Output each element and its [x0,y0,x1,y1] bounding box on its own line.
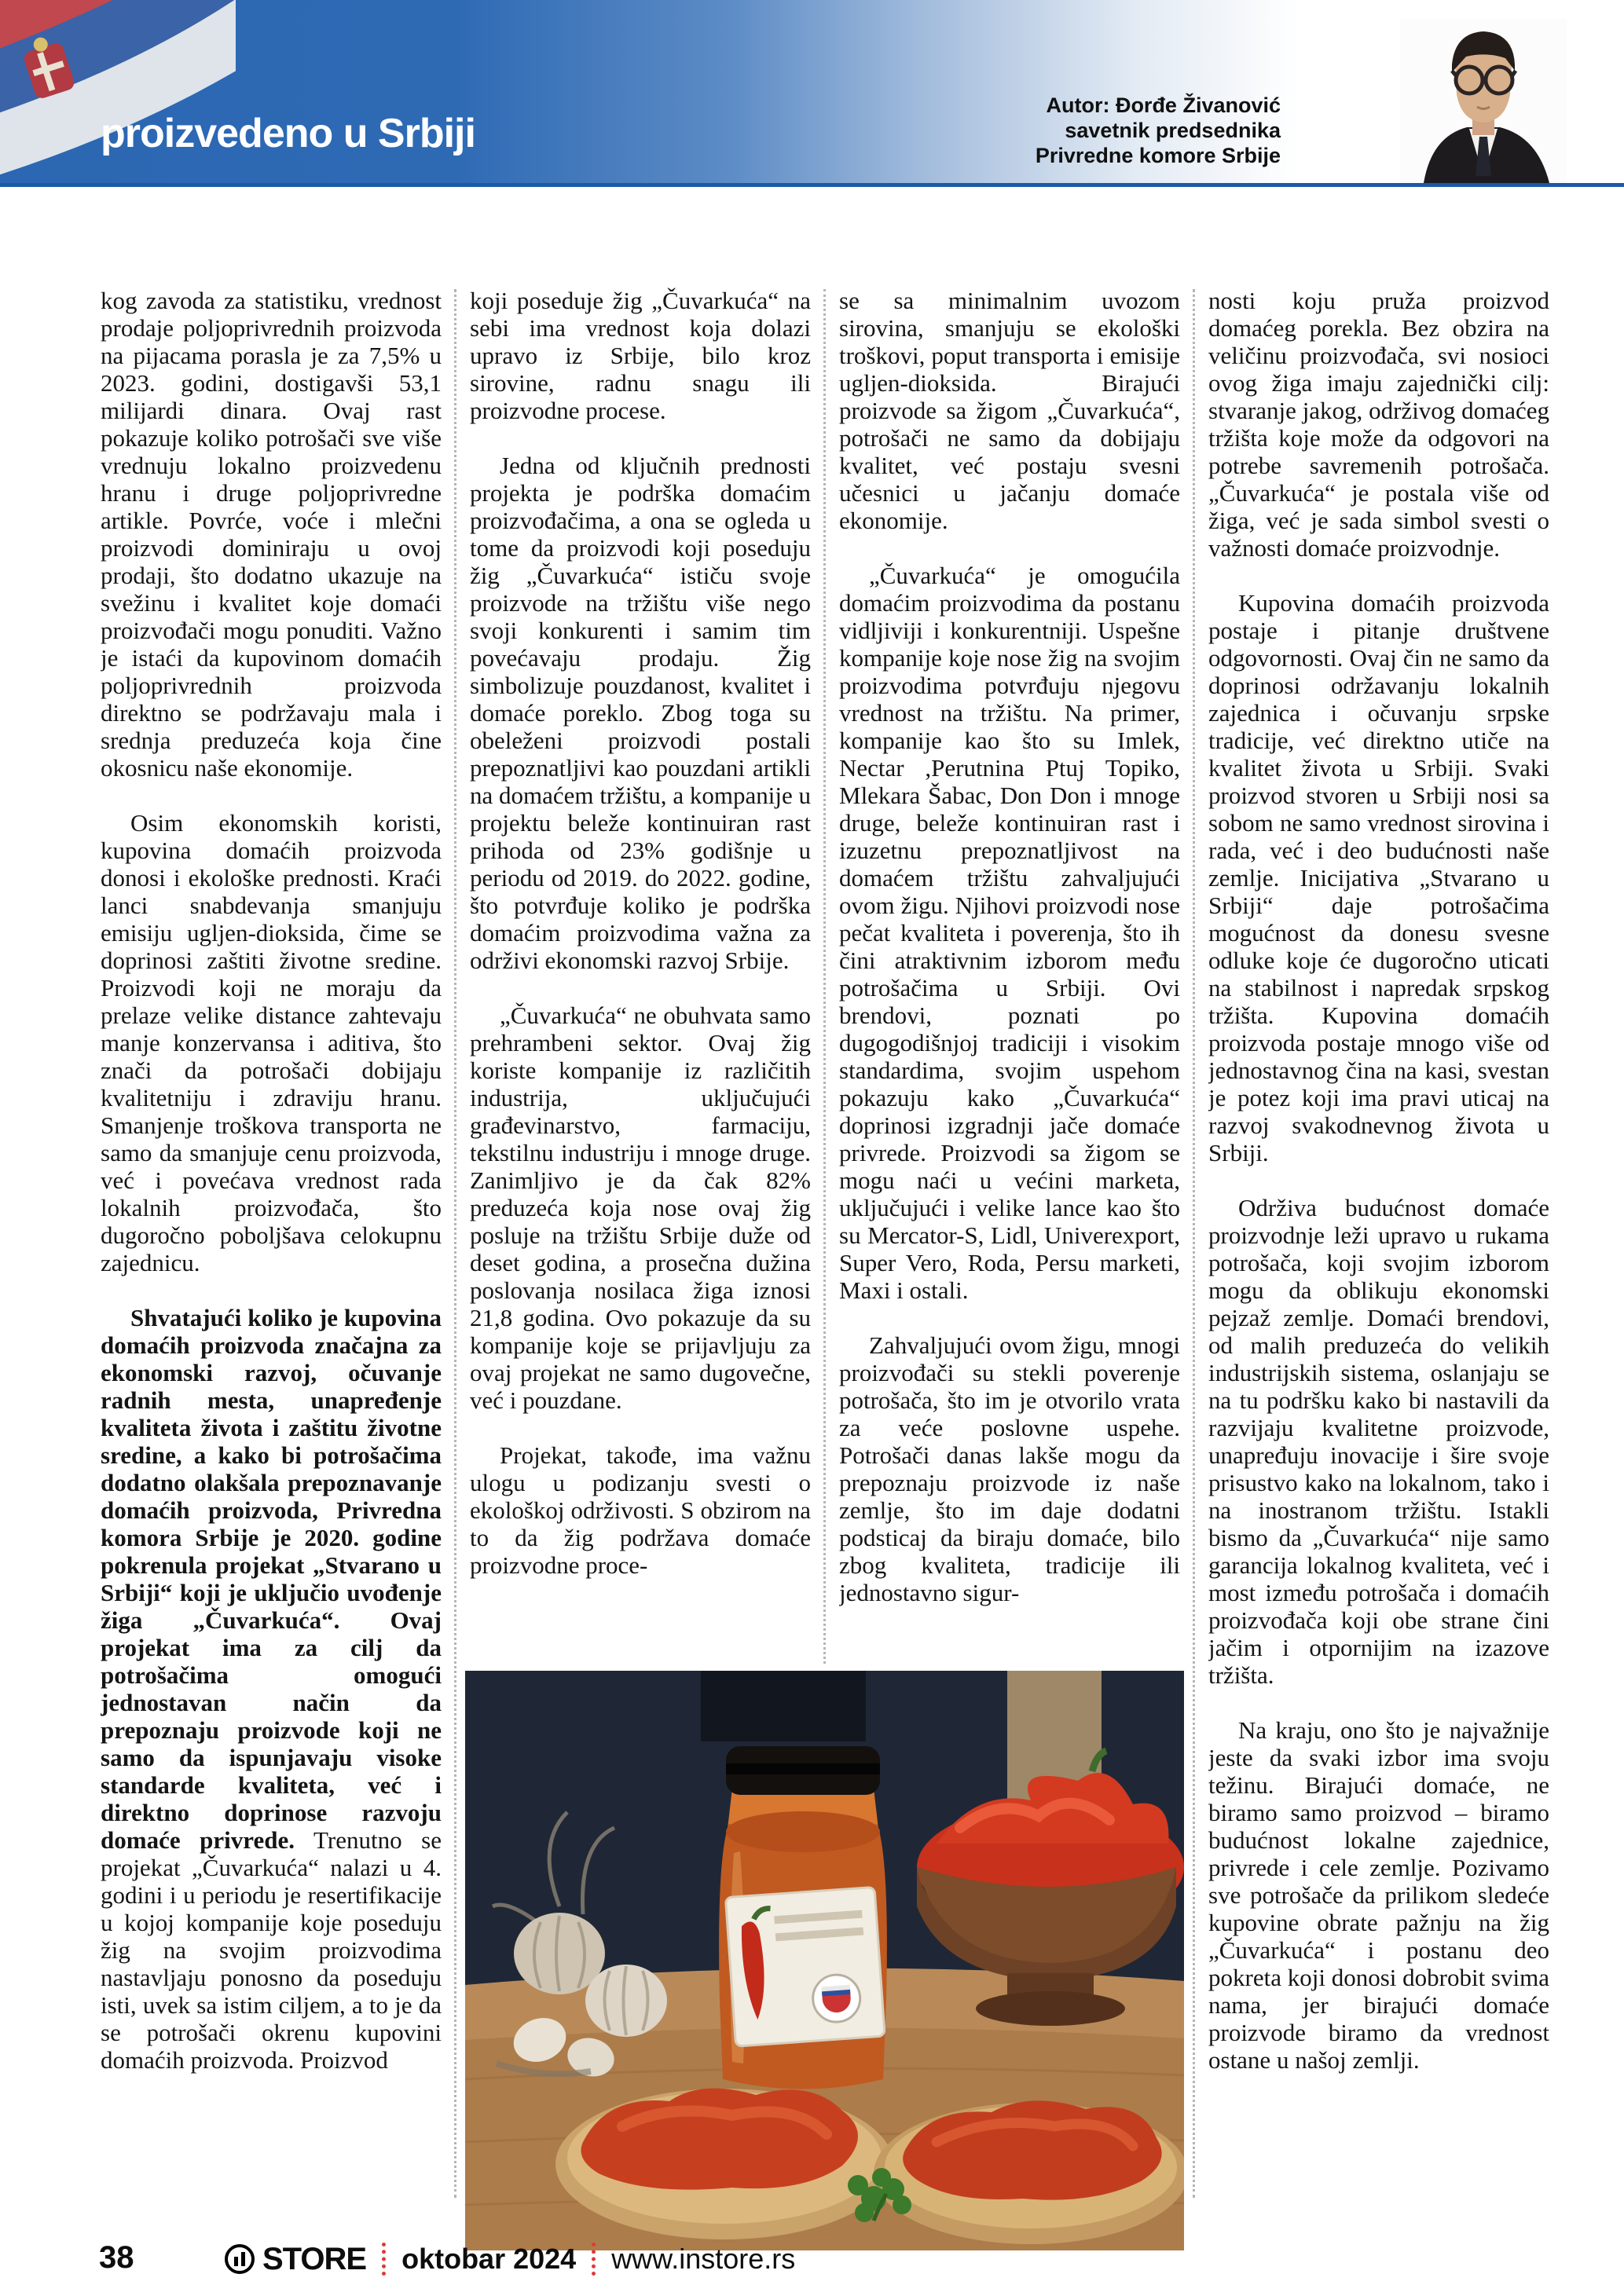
article-paragraph: Osim ekonomskih koristi, kupovina domaćih proizvoda donosi i ekološke prednosti. Kraći lanci snabdevanja smanjuju emisiju ugljen-dioksida, čime se doprinosi zaštiti životne sredine. Proizvodi koji ne moraju da prelaze velike distance zahtevaju manje konzervansa i aditiva, što znači da potrošači dobijaju kvalitetniju i zdraviju hranu. Smanjenje troškova transporta ne samo da smanjuje cenu proizvoda, već i povećava vrednost rada lokalnih proizvođača, što dugoročno poboljšava celokupnu zajednicu. [101,809,442,1276]
instore-logo [225,2242,366,2277]
article-paragraph: „Čuvarkuća“ ne obuhvata samo prehrambeni sektor. Ovaj žig koriste kompanije iz različitih industrija, uključujući građevinarstvo, farmaciju, tekstilnu industriju i mnoge druge. Zanimljivo je da čak 82% preduzeća koja nose ovaj žig posluje na tržištu Srbije duže od deset godina, a prosečna dužina poslovanja nosilaca žiga iznosi 21,8 godina. Ovo pokazuje da su kompanije koje se prijavljuju za ovaj projekat ne samo dugovečne, već i pouzdane. [470,1002,811,1414]
article-paragraph: Zahvaljujući ovom žigu, mnogi proizvođači su stekli poverenje potrošača, što im je otvorilo vrata za veće poslovne uspehe. Potrošači danas lakše mogu da prepoznaju proizvode iz naše zemlje, što im daje dodatni podsticaj da biraju domaće, bilo zbog kvaliteta, tradicije ili jednostavno sigur- [839,1331,1180,1606]
website-link[interactable]: www.instore.rs [611,2243,796,2275]
article-paragraph: Shvatajući koliko je kupovina domaćih proizvoda značajna za ekonomski razvoj, očuvanje radnih mesta, unapređenje kvaliteta života i zaštitu životne sredine, a kako bi potrošačima dodatno olakšala prepoznavanje domaćih proizvoda, Privredna komora Srbije je 2020. godine pokrenula projekat „Stvarano u Srbiji“ koji je uključio uvođenje žiga „Čuvarkuća“. Ovaj projekat ima za cilj da potrošačima omogući jednostavan način da prepoznaju proizvode koji ne samo da ispunjavaju visoke standarde kvaliteta, već i direktno doprinose razvoju domaće privrede. Trenutno se projekat „Čuvarkuća“ nalazi u 4. godini i u periodu je resertifikacije u kojoj kompanije koje poseduju žig na svojim proizvodima nastavljaju ponosno da poseduju isti, uvek sa istim ciljem, a to je da se potrošači okrenu kupovini domaćih proizvoda. Proizvod [101,1304,442,2074]
author-role: savetnik predsednika [1065,119,1281,142]
footer-separator [592,2243,596,2276]
article-paragraph: Održiva budućnost domaće proizvodnje leži upravo u rukama potrošača, koji svojim izborom mogu da oblikuju ekonomski pejzaž zemlje. Domaći brendovi, od malih preduzeća do velikih industrijskih sistema, oslanjaju se na tu podršku kako bi nastavili da razvijaju kvalitetne proizvode, unapređuju inovacije i šire svoje prisustvo kako na lokalnom, tako i na inostranom tržištu. Istakli bismo da „Čuvarkuća“ nije samo garancija lokalnog kvaliteta, već i most između potrošača i domaćih proizvođača koji obe strane čini jačim i otpornijim na izazove tržišta. [1208,1194,1549,1689]
article-paragraph: „Čuvarkuća“ je omogućila domaćim proizvodima da postanu vidljiviji i konkurentniji. Uspešne kompanije koje nose žig na svojim proizvodima potvrđuju njegovu vrednost na tržištu. Na primer, kompanije kao što su Imlek, Nectar ,Perutnina Ptuj Topiko, Mlekara Šabac, Don Don i mnoge druge, beleže kontinuiran rast i izuzetnu prepoznatljivost na domaćem tržištu zahvaljujući ovom žigu. Njihovi proizvodi nose pečat kvaliteta i poverenja, što ih čini atraktivnim izborom među potrošačima u Srbiji. Ovi brendovi, poznati po dugogodišnjoj tradiciji i visokim standardima, svojim uspehom pokazuju kako „Čuvarkuća“ doprinosi izgradnji jače domaće privrede. Proizvodi sa žigom se mogu naći u većini marketa, uključujući i velike lance kao što su Mercator-S, Lidl, Univerexport, Super Vero, Roda, Persu marketi, Maxi i ostali. [839,562,1180,1304]
article-column-3 [839,287,1180,1667]
article-paragraph: Projekat, takođe, ima važnu ulogu u podizanju svesti o ekološkoj održivosti. S obzirom na to da žig podržava domaće proizvodne proce- [470,1441,811,1579]
article-column-4 [1208,287,1549,2203]
article-paragraph: se sa minimalnim uvozom sirovina, smanjuju se ekološki troškovi, poput transporta i emisije ugljen-dioksida. Birajući proizvode sa žigom „Čuvarkuća“, potrošači ne samo da dobijaju kvalitet, već postaju svesni učesnici u jačanju domaće ekonomije. [839,287,1180,534]
article-paragraph: Kupovina domaćih proizvoda postaje i pitanje društvene odgovornosti. Ovaj čin ne samo da doprinosi održavanju lokalnih zajednica i očuvanju srpske tradicije, već direktno utiče na kvalitet života u Srbiji. Svaki proizvod stvoren u Srbiji nosi sa sobom ne samo vrednost sirovina i rada, već i deo budućnosti naše zemlje. Inicijativa „Stvarano u Srbiji“ daje potrošačima mogućnost da donesu svesne odluke koje će dugoročno uticati na stabilnost i napredak srpskog tržišta. Kupovina domaćih proizvoda postaje mnogo više od jednostavnog čina na kasi, svestan je potez koji ima pravi uticaj na razvoj svakodnevnog života u Srbiji. [1208,589,1549,1166]
issue-date: oktobar 2024 [401,2243,577,2275]
ajvar-jar [719,1746,887,2089]
article-paragraph: Na kraju, ono što je najvažnije jeste da svaki izbor ima svoju težinu. Birajući domaće, ne biramo samo proizvod – biramo budućnost lokalne zajednice, privrede i cele zemlje. Pozivamo sve potrošače da prilikom sledeće kupovine obrate pažnju na žig „Čuvarkuća“ i postanu deo pokreta koji donosi dobrobit svima nama, jer birajući domaće proizvode biramo da vrednost ostane u našoj zemlji. [1208,1716,1549,2074]
magazine-name: STORE [262,2241,367,2276]
column-separator [823,289,826,1664]
article-column-1 [101,287,442,2203]
page-number: 38 [99,2240,134,2275]
column-separator [454,289,456,2198]
article-paragraph: koji poseduje žig „Čuvarkuća“ na sebi ima vrednost koja dolazi upravo iz Srbije, bilo kroz sirovine, radnu snagu ili proizvodne procese. [470,287,811,424]
header-divider-line [0,183,1624,187]
footer-separator [382,2243,386,2276]
ajvar-photo [465,1671,1184,2250]
footer-brand-line [225,2237,795,2281]
author-portrait-photo [1400,19,1567,183]
column-separator [1193,289,1195,2198]
footer [0,2237,1624,2284]
author-name: Autor: Đorđe Živanović [1046,93,1281,117]
author-organization: Privredne komore Srbije [1035,144,1281,167]
page-title: proizvedeno u Srbiji [101,111,475,156]
article-paragraph: kog zavoda za statistiku, vrednost prodaje poljoprivrednih proizvoda na pijacama porasla je za 7,5% u 2023. godini, dostigavši 53,1 milijardi dinara. Ovaj rast pokazuje koliko potrošači sve više vrednuju lokalno proizvedenu hranu i druge poljoprivredne artikle. Povrće, voće i mlečni proizvodi dominiraju u ovoj prodaji, što dodatno ukazuje na svežinu i kvalitet koje domaći proizvođači mogu ponuditi. Važno je istaći da kupovinom domaćih poljoprivrednih proizvoda direktno se podržavaju mala i srednja preduzeća koja čine okosnicu naše ekonomije. [101,287,442,782]
article-column-2 [470,287,811,1667]
author-block [1036,93,1281,168]
article-paragraph: nosti koju pruža proizvod domaćeg porekla. Bez obzira na veličinu proizvođača, svi nosioci ovog žiga imaju zajednički cilj: stvaranje jakog, održivog domaćeg tržišta koje može da odgovori na potrebe savremenih potrošača. „Čuvarkuća“ je postala više od žiga, već je sada simbol svesti o važnosti domaće proizvodnje. [1208,287,1549,562]
header-band [0,0,1624,183]
instore-circle-icon [225,2244,255,2274]
article-paragraph: Jedna od ključnih prednosti projekta je podrška domaćim proizvođačima, a ona se ogleda u tome da proizvodi koji poseduju žig „Čuvarkuća“ ističu svoje proizvode na tržištu više nego svoji konkurenti i samim tim povećavaju prodaju. Žig simbolizuje pouzdanost, kvalitet i domaće poreklo. Zbog toga su obeleženi proizvodi postali prepoznatljivi kao pouzdani artikli na domaćem tržištu, a kompanije u projektu beleže kontinuiran rast prihoda od 23% godišnje u periodu od 2019. do 2022. godine, što potvrđuje koliko je podrška domaćim proizvodima važna za održivi ekonomski razvoj Srbije. [470,452,811,974]
